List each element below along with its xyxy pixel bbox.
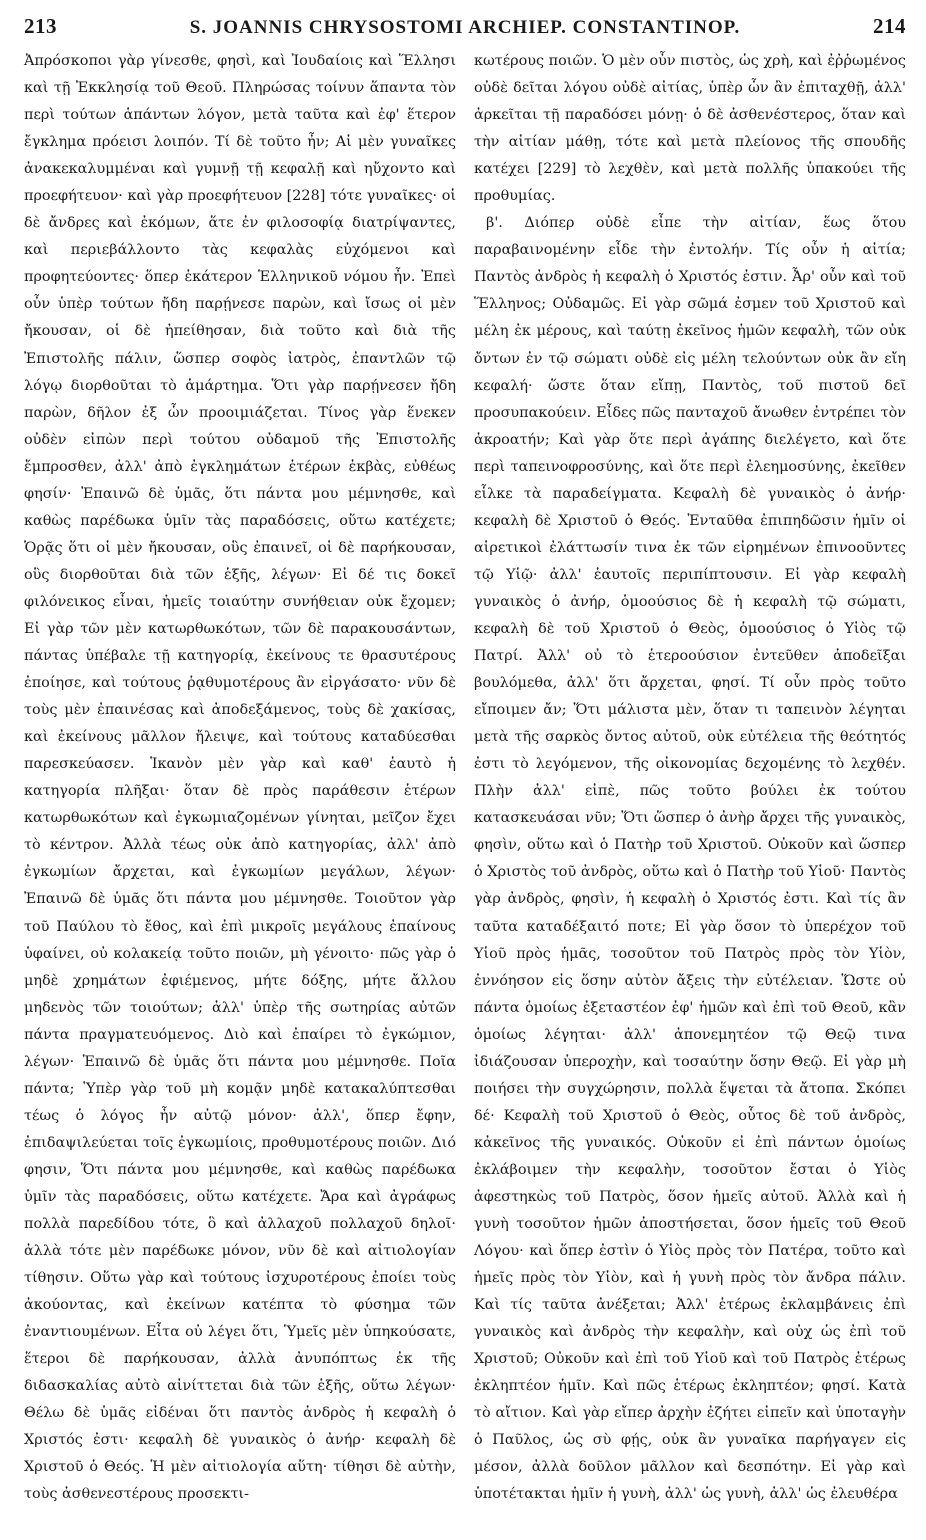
right-paragraph-1: κωτέρους ποιῶν. Ὁ μὲν οὖν πιστὸς, ὡς χρὴ, καὶ ἐῤῥωμένος οὐδὲ δεῖται λόγου οὐδὲ αἰτίας, ὑπὲρ ὧν ἂν ἐπιταχθῇ, ἀλλ' ἀρκεῖται τῇ παραδόσει μόνῃ· ὁ δὲ ἀσθενέστερος, ὅταν καὶ τὴν αἰτίαν μάθῃ, τότε καὶ μετὰ πλείονος τῆς σπουδῆς κατέχει [229] τὸ λεχθὲν, καὶ μετὰ πολλῆς ὑπακούει τῆς προθυμίας. [474, 53, 906, 205]
left-paragraph-1: Ἀπρόσκοποι γὰρ γίνεσθε, φησὶ, καὶ Ἰουδαίοις καὶ Ἕλλησι καὶ τῇ Ἐκκλησίᾳ τοῦ Θεοῦ. Πληρώσας τοίνυν ἅπαντα τὸν περὶ τούτων ἁπάντων λόγον, μετὰ ταῦτα καὶ ἐφ' ἕτερον ἔγκλημα πρόεισι λοιπόν. Τί δὲ τοῦτο ἦν; Αἱ μὲν γυναῖκες ἀνακεκαλυμμέναι καὶ γυμνῇ τῇ κεφαλῇ καὶ ηὔχοντο καὶ προεφήτευον· καὶ γὰρ προεφήτευον [228] τότε γυναῖκες· οἱ δὲ ἄνδρες καὶ ἐκόμων, ἅτε ἐν φιλοσοφίᾳ διατρίψαντες, καὶ περιεβάλλοντο τὰς κεφαλὰς εὐχόμενοι καὶ προφητεύοντες· ὅπερ ἑκάτερον Ἑλληνικοῦ νόμου ἦν. Ἐπεὶ οὖν ὑπὲρ τούτων ἤδη παρῄνεσε παρὼν, καὶ ἴσως οἱ μὲν ἤκουσαν, οἱ δὲ ἠπείθησαν, διὰ τοῦτο καὶ διὰ τῆς Ἐπιστολῆς πάλιν, ὥσπερ σοφὸς ἰατρὸς, ἐπαντλῶν τῷ λόγῳ διορθοῦται τὸ ἁμάρτημα. Ὅτι γὰρ παρῄνεσεν ἤδη παρὼν, δῆλον ἐξ ὧν προοιμιάζεται. Τίνος γὰρ ἕνεκεν οὐδὲν εἰπὼν περὶ τούτου οὐδαμοῦ τῆς Ἐπιστολῆς ἔμπροσθεν, ἀλλ' ἀπὸ ἐγκλημάτων ἑτέρων ἐκβὰς, εὐθέως φησίν· Ἐπαινῶ δὲ ὑμᾶς, ὅτι πάντα μου μέμνησθε, καὶ καθὼς παρέδωκα ὑμῖν τὰς παραδόσεις, οὕτω κατέχετε; Ὁρᾷς ὅτι οἱ μὲν ἤκουσαν, οὓς ἐπαινεῖ, οἱ δὲ παρήκουσαν, οὓς διορθοῦται διὰ τῶν ἑξῆς, λέγων· Εἰ δέ τις δοκεῖ φιλόνεικος εἶναι, ἡμεῖς τοιαύτην συνήθειαν οὐκ ἔχομεν; Εἰ γὰρ τῶν μὲν κατωρθωκότων, τῶν δὲ παρακουσάντων, πάντας ὑπέβαλε τῇ κατηγορίᾳ, ἐκείνους τε θρασυτέρους ἐποίησε, καὶ τούτους ῥᾳθυμοτέρους ἂν εἰργάσατο· νῦν δὲ τοὺς μὲν ἐπαινέσας καὶ ἀποδεξάμενος, τοὺς δὲ χακίσας, καὶ ἐκείνους μᾶλλον ἤλειψε, καὶ τούτους καταδύεσθαι παρεσκεύασεν. Ἱκανὸν μὲν γὰρ καὶ καθ' ἑαυτὸ ἡ κατηγορία πλῆξαι· ὅταν δὲ πρὸς παράθεσιν ἑτέρων κατωρθωκότων καὶ ἐγκωμιαζομένων γίνηται, μεῖζον ἔχει τὸ κέντρον. Ἀλλὰ τέως οὐκ ἀπὸ κατηγορίας, ἀλλ' ἀπὸ ἐγκωμίων ἄρχεται, καὶ ἐγκωμίων μεγάλων, λέγων· Ἐπαινῶ δὲ ὑμᾶς ὅτι πάντα μου μέμνησθε. Τοιοῦτον γὰρ τοῦ Παύλου τὸ ἔθος, καὶ ἐπὶ μικροῖς μεγάλους ἐπαίνους ὑφαίνει, οὐ κολακείᾳ τοῦτο ποιῶν, μὴ γένοιτο· πῶς γὰρ ὁ μηδὲ χρημάτων ἐφιέμενος, μήτε δόξης, μήτε ἄλλου μηδενὸς τῶν τοιούτων; ἀλλ' ὑπὲρ τῆς σωτηρίας αὐτῶν πάντα πραγματευόμενος. Διὸ καὶ ἐπαίρει τὸ ἐγκώμιον, λέγων· Ἐπαινῶ δὲ ὑμᾶς ὅτι πάντα μου μέμνησθε. Ποῖα πάντα; Ὑπὲρ γὰρ τοῦ μὴ κομᾷν μηδὲ κατακαλύπτεσθαι τέως ὁ λόγος ἦν αὐτῷ μόνον· ἀλλ', ὅπερ ἔφην, ἐπιδαψιλεύεται τοῖς ἐγκωμίοις, προθυμοτέρους ποιῶν. Διό φησιν, Ὅτι πάντα μου μέμνησθε, καὶ καθὼς παρέδωκα ὑμῖν τὰς παραδόσεις, οὕτω κατέχετε. Ἄρα καὶ ἀγράφως πολλὰ παρεδίδου τότε, ὃ καὶ ἀλλαχοῦ πολλαχοῦ δηλοῖ· ἀλλὰ τότε μὲν παρέδωκε μόνον, νῦν δὲ καὶ αἰτιολογίαν τίθησιν. Οὕτω γὰρ καὶ τούτους ἰσχυροτέρους ἐποίει τοὺς ἀκούοντας, καὶ ἐκείνων κατέπτα τὸ φύσημα τῶν ἐναντιουμένων. Εἶτα οὐ λέγει ὅτι, Ὑμεῖς μὲν ὑπηκούσατε, ἕτεροι δὲ παρήκουσαν, ἀλλὰ ἀνυπόπτως ἐκ τῆς διδασκαλίας αὐτὸ αἰνίττεται διὰ τῶν ἑξῆς, οὕτω λέγων· Θέλω δὲ ὑμᾶς εἰδέναι ὅτι παντὸς ἀνδρὸς ἡ κεφαλὴ ὁ Χριστός ἐστι· κεφαλὴ δὲ γυναικὸς ὁ ἀνήρ· κεφαλὴ δὲ Χριστοῦ ὁ Θεός. Ἡ μὲν αἰτιολογία αὕτη· τίθησι δὲ αὐτὴν, τοὺς ἀσθενεστέρους προσεκτι- [24, 53, 456, 1503]
running-title: S. JOANNIS CHRYSOSTOMI ARCHIEP. CONSTANTINOP. [189, 17, 741, 38]
right-paragraph-2: β'. Διόπερ οὐδὲ εἶπε τὴν αἰτίαν, ἕως ὅτου παραβαινομένην εἶδε τὴν ἐντολήν. Τίς οὖν ἡ αἰτία; Παντὸς ἀνδρὸς ἡ κεφαλὴ ὁ Χριστός ἐστιν. Ἆρ' οὖν καὶ τοῦ Ἕλληνος; Οὐδαμῶς. Εἰ γὰρ σῶμά ἐσμεν τοῦ Χριστοῦ καὶ μέλη ἐκ μέρους, καὶ ταύτῃ ἐκεῖνος ἡμῶν κεφαλὴ, τῶν οὐκ ὄντων ἐν τῷ σώματι οὐδὲ εἰς μέλη τελούντων οὐκ ἂν εἴη κεφαλή· ὥστε ὅταν εἴπῃ, Παντὸς, τοῦ πιστοῦ δεῖ προσυπακούειν. Εἶδες πῶς πανταχοῦ ἄνωθεν ἐντρέπει τὸν ἀκροατήν; Καὶ γὰρ ὅτε περὶ ἀγάπης διελέγετο, καὶ ὅτε περὶ ταπεινοφροσύνης, καὶ ὅτε περὶ ἐλεημοσύνης, ἐκεῖθεν εἷλκε τὰ παραδείγματα. Κεφαλὴ δὲ γυναικὸς ὁ ἀνήρ· κεφαλὴ δὲ Χριστοῦ ὁ Θεός. Ἐνταῦθα ἐπιπηδῶσιν ἡμῖν οἱ αἱρετικοὶ ἐλάττωσίν τινα ἐκ τῶν εἰρημένων ἐπινοοῦντες τῷ Υἱῷ· ἀλλ' ἑαυτοῖς περιπίπτουσιν. Εἰ γὰρ κεφαλὴ γυναικὸς ὁ ἀνήρ, ὁμοούσιος δὲ ἡ κεφαλὴ τῷ σώματι, κεφαλὴ δὲ τοῦ Χριστοῦ ὁ Θεὸς, ὁμοούσιος ὁ Υἱὸς τῷ Πατρί. Ἀλλ' οὐ τὸ ἑτεροούσιον ἐντεῦθεν ἀποδεῖξαι βουλόμεθα, ἀλλ' ὅτι ἄρχεται, φησί. Τί οὖν πρὸς τοῦτο εἴποιμεν ἄν; Ὅτι μάλιστα μὲν, ὅταν τι ταπεινὸν λέγηται μετὰ τῆς σαρκὸς ὄντος αὐτοῦ, οὐκ εὐτέλεια τῆς θεότητός ἐστι τὸ λεγόμενον, τῆς οἰκονομίας δεχομένης τὸ λεχθέν. Πλὴν ἀλλ' εἰπὲ, πῶς τοῦτο βούλει ἐκ τούτου κατασκευάσαι νῦν; Ὅτι ὥσπερ ὁ ἀνὴρ ἄρχει τῆς γυναικὸς, φησὶν, οὕτω καὶ ὁ Πατὴρ τοῦ Χριστοῦ. Οὐκοῦν καὶ ὥσπερ ὁ Χριστὸς τοῦ ἀνδρὸς, οὕτω καὶ ὁ Πατὴρ τοῦ Υἱοῦ· Παντὸς γὰρ ἀνδρὸς, φησὶν, ἡ κεφαλὴ ὁ Χριστός ἐστι. Καὶ τίς ἂν ταῦτα καταδέξαιτό ποτε; Εἰ γὰρ ὅσον τὸ ὑπερέχον τοῦ Υἱοῦ πρὸς ἡμᾶς, τοσοῦτον τοῦ Πατρὸς πρὸς τὸν Υἱὸν, ἐννόησον εἰς ὅσην αὐτὸν ἄξεις τὴν εὐτέλειαν. Ὥστε οὐ πάντα ὁμοίως ἐξεταστέον ἐφ' ἡμῶν καὶ ἐπὶ τοῦ Θεοῦ, κἂν ὁμοίως λέγηται· ἀλλ' ἀπονεμητέον τῷ Θεῷ τινα ἰδιάζουσαν ὑπεροχὴν, καὶ τοσαύτην ὅσην Θεῷ. Εἰ γὰρ μὴ ποιήσει τὴν συγχώρησιν, πολλὰ ἕψεται τὰ ἄτοπα. Σκόπει δέ· Κεφαλὴ τοῦ Χριστοῦ ὁ Θεὸς, οὗτος δὲ τοῦ ἀνδρὸς, κἀκεῖνος τῆς γυναικός. Οὐκοῦν εἰ ἐπὶ πάντων ὁμοίως ἐκλάβοιμεν τὴν κεφαλὴν, τοσοῦτον ἔσται ὁ Υἱὸς ἀφεστηκὼς τοῦ Πατρὸς, ὅσον ἡμεῖς αὐτοῦ. Ἀλλὰ καὶ ἡ γυνὴ τοσοῦτον ἡμῶν ἀποστήσεται, ὅσον ἡμεῖς τοῦ Θεοῦ Λόγου· καὶ ὅπερ ἐστὶν ὁ Υἱὸς πρὸς τὸν Πατέρα, τοῦτο καὶ ἡμεῖς πρὸς τὸν Υἱὸν, καὶ ἡ γυνὴ πρὸς τὸν ἄνδρα πάλιν. Καὶ τίς ταῦτα ἀνέξεται; Ἀλλ' ἑτέρως ἐκλαμβάνεις ἐπὶ γυναικὸς καὶ ἀνδρὸς τὴν κεφαλὴν, καὶ οὐχ ὡς ἐπὶ τοῦ Χριστοῦ; Οὐκοῦν καὶ ἐπὶ τοῦ Υἱοῦ καὶ τοῦ Πατρὸς ἑτέρως ἐκληπτέον ἡμῖν. Καὶ πῶς ἑτέρως ἐκληπτέον; φησί. Κατὰ τὸ αἴτιον. Καὶ γὰρ εἴπερ ἀρχὴν ἐζήτει εἰπεῖν καὶ ὑποταγὴν ὁ Παῦλος, ὡς σὺ φῄς, οὐκ ἂν γυναῖκα παρήγαγεν εἰς μέσον, ἀλλὰ δοῦλον μᾶλλον καὶ δεσπότην. Εἰ γὰρ καὶ ὑποτέτακται ἡμῖν ἡ γυνὴ, ἀλλ' ὡς γυνὴ, ἀλλ' ὡς ἐλευθέρα [474, 215, 906, 1503]
running-header [24, 14, 906, 44]
text-columns [24, 48, 906, 1509]
page-number-left: 213 [24, 14, 57, 38]
page-number-right: 214 [873, 14, 906, 38]
left-column [24, 48, 456, 1509]
right-column [474, 48, 906, 1509]
